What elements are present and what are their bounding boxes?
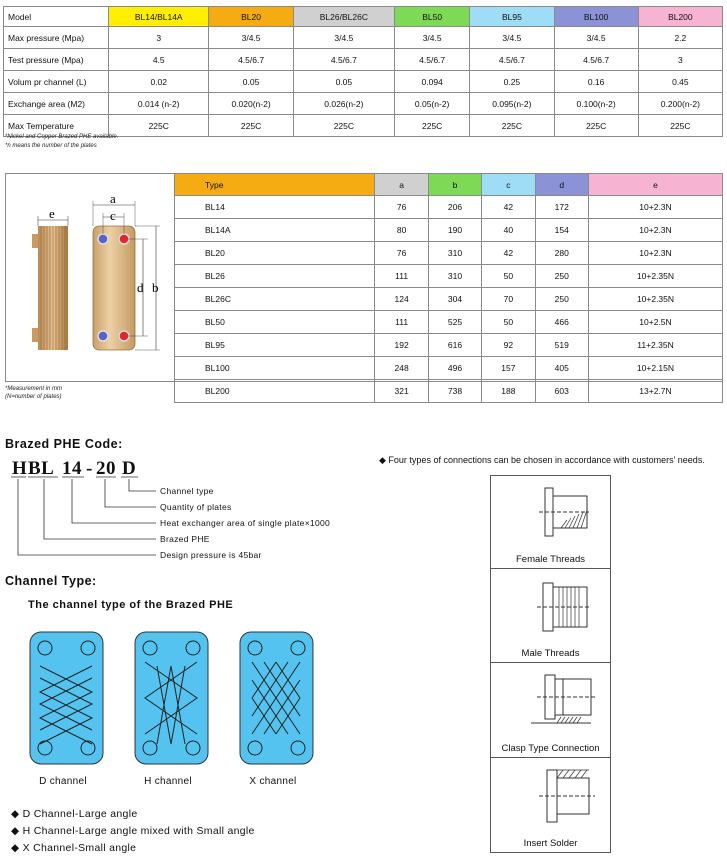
spec-cell: 225C: [395, 115, 470, 137]
x-channel-label: X channel: [249, 776, 297, 787]
dim-row-type: BL14: [175, 196, 375, 219]
dim-cell: 603: [535, 380, 588, 403]
dim-cell: 92: [482, 334, 535, 357]
spec-cell: 0.16: [554, 71, 638, 93]
dim-cell: 13+2.7N: [588, 380, 722, 403]
dim-cell: 10+2.5N: [588, 311, 722, 334]
dim-cell: 10+2.3N: [588, 219, 722, 242]
legend-area: Heat exchanger area of single plate×1000: [160, 518, 331, 528]
male-threads-label: Male Threads: [521, 648, 580, 659]
channel-subtitle: The channel type of the Brazed PHE: [28, 599, 234, 611]
dim-cell: 80: [375, 219, 428, 242]
dim-row-type: BL100: [175, 357, 375, 380]
dim-cell: 10+2.35N: [588, 265, 722, 288]
spec-header-cell: BL26/BL26C: [293, 7, 394, 27]
dim-row: [175, 265, 723, 288]
spec-cell: 3/4.5: [209, 27, 293, 49]
dim-cell: 250: [535, 288, 588, 311]
dim-cell: 111: [375, 311, 428, 334]
side-port-bottom: [32, 328, 38, 342]
bullet-d-channel: ◆ D Channel-Large angle: [11, 808, 138, 820]
dim-cell: 738: [428, 380, 481, 403]
spec-cell: 3/4.5: [554, 27, 638, 49]
dim-row-type: BL26C: [175, 288, 375, 311]
spec-row-label: Exchange area (M2): [4, 93, 109, 115]
dim-cell: 10+2.3N: [588, 242, 722, 265]
spec-row-label: Test pressure (Mpa): [4, 49, 109, 71]
port-blue-top: [98, 234, 108, 244]
clasp-connection-icon: [531, 671, 601, 731]
bullet-h-channel: ◆ H Channel-Large angle mixed with Small angle: [11, 825, 255, 837]
spec-cell: 0.05: [209, 71, 293, 93]
dim-row: [175, 288, 723, 311]
code-part-qty: 20: [96, 458, 116, 479]
spec-row: [4, 71, 723, 93]
spec-cell: 225C: [293, 115, 394, 137]
dim-row: [175, 242, 723, 265]
dim-row: [175, 357, 723, 380]
dim-cell: 280: [535, 242, 588, 265]
dim-row-type: BL50: [175, 311, 375, 334]
dim-cell: 40: [482, 219, 535, 242]
dim-cell: 50: [482, 265, 535, 288]
conn-clasp: [491, 663, 610, 758]
male-threads-icon: [531, 579, 591, 635]
d-channel-label: D channel: [39, 776, 87, 787]
dim-header-cell: a: [375, 174, 428, 196]
dim-header-cell: e: [588, 174, 722, 196]
dimension-table: [174, 173, 723, 403]
spec-cell: 225C: [470, 115, 554, 137]
spec-cell: 225C: [109, 115, 209, 137]
female-threads-label: Female Threads: [516, 554, 585, 565]
spec-table: [3, 6, 723, 137]
dim-row: [175, 196, 723, 219]
dim-cell: 154: [535, 219, 588, 242]
female-threads-icon: [531, 484, 591, 540]
spec-cell: 0.020(n-2): [209, 93, 293, 115]
label-c: c: [110, 208, 116, 223]
spec-cell: 4.5/6.7: [209, 49, 293, 71]
spec-cell: 3/4.5: [395, 27, 470, 49]
label-e: e: [49, 206, 55, 221]
conn-female: [491, 476, 610, 569]
spec-cell: 3: [109, 27, 209, 49]
x-channel-plate: [240, 632, 313, 764]
spec-cell: 0.095(n-2): [470, 93, 554, 115]
dim-row: [175, 334, 723, 357]
insert-solder-icon: [533, 764, 599, 826]
dim-cell: 466: [535, 311, 588, 334]
channel-title: Channel Type:: [5, 574, 97, 588]
spec-header-cell: BL95: [470, 7, 554, 27]
code-part-bl: BL: [28, 458, 55, 479]
spec-cell: 4.5/6.7: [554, 49, 638, 71]
spec-note-2: *n means the number of the plates: [5, 143, 97, 149]
dim-row: [175, 380, 723, 403]
spec-header-cell: BL50: [395, 7, 470, 27]
label-d: d: [137, 280, 144, 295]
dim-cell: 42: [482, 196, 535, 219]
spec-cell: 0.05: [293, 71, 394, 93]
dim-cell: 405: [535, 357, 588, 380]
dim-cell: 190: [428, 219, 481, 242]
spec-cell: 4.5/6.7: [470, 49, 554, 71]
dim-cell: 250: [535, 265, 588, 288]
spec-cell: 4.5/6.7: [395, 49, 470, 71]
dim-cell: 304: [428, 288, 481, 311]
spec-cell: 2.2: [638, 27, 722, 49]
legend-brazed: Brazed PHE: [160, 534, 210, 544]
dim-header-cell: c: [482, 174, 535, 196]
spec-cell: 0.25: [470, 71, 554, 93]
spec-header-cell: BL14/BL14A: [109, 7, 209, 27]
code-part-channel: D: [122, 458, 137, 479]
dim-cell: 310: [428, 265, 481, 288]
conn-insert: [491, 758, 610, 852]
dim-cell: 519: [535, 334, 588, 357]
spec-cell: 4.5: [109, 49, 209, 71]
connections-note: ◆ Four types of connections can be chosen in accordance with customers' needs.: [379, 455, 705, 465]
spec-row-label: Max Temperature: [4, 115, 109, 137]
port-red-top: [119, 234, 129, 244]
dim-cell: 10+2.3N: [588, 196, 722, 219]
spec-row-label: Volum pr channel (L): [4, 71, 109, 93]
dim-row-type: BL20: [175, 242, 375, 265]
channel-plates: [28, 630, 328, 770]
dim-header-cell: d: [535, 174, 588, 196]
spec-header-cell: Model: [4, 7, 109, 27]
conn-male: [491, 569, 610, 663]
dim-cell: 310: [428, 242, 481, 265]
bullet-x-channel: ◆ X Channel-Small angle: [11, 842, 137, 854]
dim-note-2: (N=number of plates): [5, 394, 62, 400]
spec-row: [4, 49, 723, 71]
legend-quantity: Quantity of plates: [160, 502, 232, 512]
spec-cell: 225C: [554, 115, 638, 137]
dim-header-row: [175, 174, 723, 196]
code-part-area: 14: [62, 458, 82, 479]
dim-cell: 10+2.15N: [588, 357, 722, 380]
dim-cell: 525: [428, 311, 481, 334]
spec-cell: 0.45: [638, 71, 722, 93]
dim-cell: 11+2.35N: [588, 334, 722, 357]
dim-header-cell: Type: [175, 174, 375, 196]
spec-row: [4, 27, 723, 49]
code-leader-lines: [0, 475, 170, 560]
dim-cell: 616: [428, 334, 481, 357]
dim-note-1: *Measurement in mm: [5, 386, 63, 392]
code-part-dash: -: [86, 458, 93, 479]
spec-header-cell: BL100: [554, 7, 638, 27]
dim-header-cell: b: [428, 174, 481, 196]
dim-cell: 76: [375, 242, 428, 265]
dim-cell: 76: [375, 196, 428, 219]
dim-cell: 496: [428, 357, 481, 380]
h-channel-plate: [135, 632, 208, 764]
spec-cell: 225C: [209, 115, 293, 137]
spec-header-row: [4, 7, 723, 27]
label-b: b: [152, 280, 159, 295]
clasp-connection-label: Clasp Type Connection: [501, 743, 600, 754]
connections-panel: [490, 475, 611, 853]
dim-row-type: BL200: [175, 380, 375, 403]
front-view-body: [93, 226, 135, 350]
legend-pressure: Design pressure is 45bar: [160, 550, 262, 560]
port-red-bottom: [119, 331, 129, 341]
dim-row-type: BL14A: [175, 219, 375, 242]
phe-drawing: [20, 196, 170, 374]
dim-cell: 206: [428, 196, 481, 219]
spec-cell: 225C: [638, 115, 722, 137]
spec-cell: 0.026(n-2): [293, 93, 394, 115]
spec-cell: 0.100(n-2): [554, 93, 638, 115]
dim-cell: 10+2.35N: [588, 288, 722, 311]
spec-cell: 0.094: [395, 71, 470, 93]
dim-cell: 321: [375, 380, 428, 403]
spec-cell: 0.200(n-2): [638, 93, 722, 115]
spec-note-1: *Nickel and Copper Brazed PHE available.: [5, 134, 119, 140]
spec-cell: 0.05(n-2): [395, 93, 470, 115]
port-blue-bottom: [98, 331, 108, 341]
spec-cell: 3/4.5: [470, 27, 554, 49]
h-channel-label: H channel: [144, 776, 192, 787]
dim-row-type: BL26: [175, 265, 375, 288]
dim-cell: 188: [482, 380, 535, 403]
dim-cell: 172: [535, 196, 588, 219]
insert-solder-label: Insert Solder: [523, 838, 578, 849]
spec-header-cell: BL200: [638, 7, 722, 27]
spec-row: [4, 93, 723, 115]
dim-cell: 248: [375, 357, 428, 380]
dim-cell: 192: [375, 334, 428, 357]
spec-cell: 3: [638, 49, 722, 71]
dim-cell: 157: [482, 357, 535, 380]
spec-header-cell: BL20: [209, 7, 293, 27]
code-part-h: H: [12, 458, 28, 479]
legend-channel-type: Channel type: [160, 486, 214, 496]
code-title: Brazed PHE Code:: [5, 437, 123, 451]
spec-cell: 3/4.5: [293, 27, 394, 49]
dim-cell: 50: [482, 311, 535, 334]
spec-cell: 4.5/6.7: [293, 49, 394, 71]
dim-cell: 70: [482, 288, 535, 311]
spec-cell: 0.014 (n-2): [109, 93, 209, 115]
dim-cell: 42: [482, 242, 535, 265]
side-port-top: [32, 234, 38, 248]
dim-row: [175, 311, 723, 334]
dim-row: [175, 219, 723, 242]
dim-cell: 111: [375, 265, 428, 288]
spec-cell: 0.02: [109, 71, 209, 93]
spec-row-label: Max pressure (Mpa): [4, 27, 109, 49]
dim-row-type: BL95: [175, 334, 375, 357]
label-a: a: [110, 196, 116, 206]
dim-cell: 124: [375, 288, 428, 311]
d-channel-plate: [30, 632, 103, 764]
